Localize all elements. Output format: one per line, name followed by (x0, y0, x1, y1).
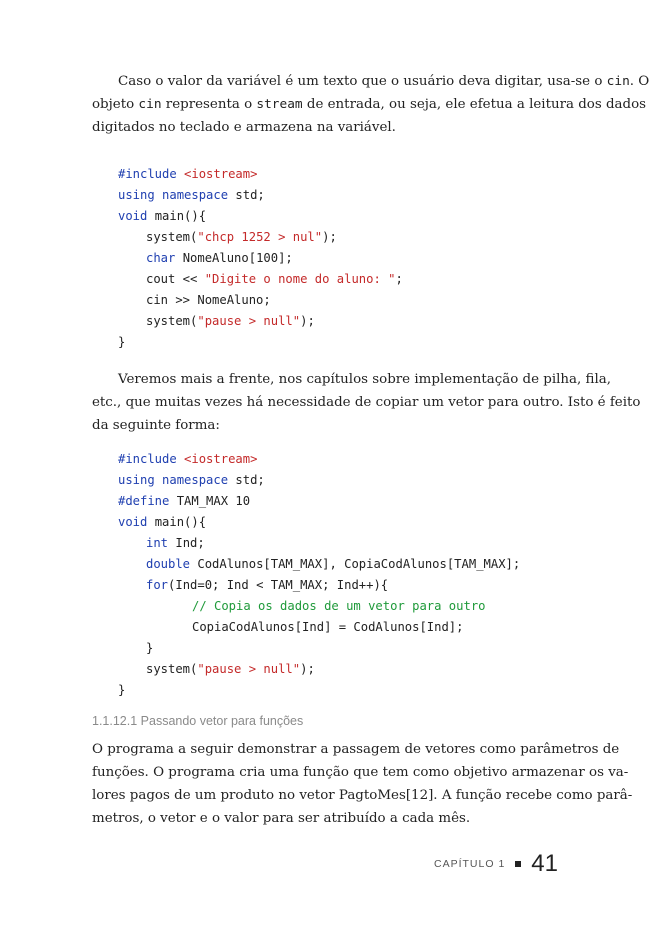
code-comment: // Copia os dados de um vetor para outro (192, 599, 486, 613)
code-line: for(Ind=0; Ind < TAM_MAX; Ind++){ (146, 578, 389, 592)
code-line: CopiaCodAlunos[Ind] = CodAlunos[Ind]; (192, 620, 464, 634)
code-line: } (118, 683, 126, 697)
code-line: system("pause > null"); (146, 662, 315, 676)
square-bullet-icon (515, 861, 521, 867)
code-line: #include <iostream> (118, 452, 258, 466)
code-line: #define TAM_MAX 10 (118, 494, 251, 508)
code-line: using namespace std; (118, 188, 265, 202)
paragraph-vector-functions: O programa a seguir demonstrar a passagem de vetores como parâmetros de funções. O programa cria uma função que tem como objetivo armazenar os va- lores pagos de um produto no vetor PagtoMes[12]. A função recebe como parâ- metros, o vetor e o valor para ser atribuído a cada mês. (92, 742, 633, 826)
code-line: int Ind; (146, 536, 205, 550)
section-heading: 1.1.12.1 Passando vetor para funções (92, 714, 304, 728)
page-footer (434, 850, 558, 878)
code-line: cin >> NomeAluno; (146, 293, 271, 307)
code-line: void main(){ (118, 515, 207, 529)
code-line (118, 596, 520, 617)
code-line: char NomeAluno[100]; (146, 251, 293, 265)
page-number: 41 (531, 850, 558, 877)
code-line: void main(){ (118, 209, 207, 223)
code-line: using namespace std; (118, 473, 265, 487)
code-line: #include <iostream> (118, 167, 258, 181)
code-block-cin-example (118, 164, 403, 353)
code-line: cout << "Digite o nome do aluno: "; (146, 272, 403, 286)
code-line: system("pause > null"); (146, 314, 315, 328)
inline-code-cin: cin (606, 74, 630, 89)
paragraph-cin-intro: Caso o valor da variável é um texto que o usuário deva digitar, usa-se o cin. O objeto cin representa o stream de entrada, ou seja, ele efetua a leitura dos dados digitados no teclado e armazena na variável. (92, 74, 649, 135)
code-line: } (118, 335, 126, 349)
code-line: double CodAlunos[TAM_MAX], CopiaCodAlunos[TAM_MAX]; (146, 557, 521, 571)
inline-code-stream: stream (256, 97, 303, 112)
code-line: } (146, 641, 154, 655)
inline-code-cin: cin (138, 97, 162, 112)
paragraph-copy-vector: Veremos mais a frente, nos capítulos sobre implementação de pilha, fila, etc., que muitas vezes há necessidade de copiar um vetor para outro. Isto é feito da seguinte forma: (92, 372, 641, 433)
chapter-label: CAPÍTULO 1 (434, 858, 506, 870)
code-line: system("chcp 1252 > nul"); (146, 230, 337, 244)
code-block-copy-example (118, 449, 520, 701)
